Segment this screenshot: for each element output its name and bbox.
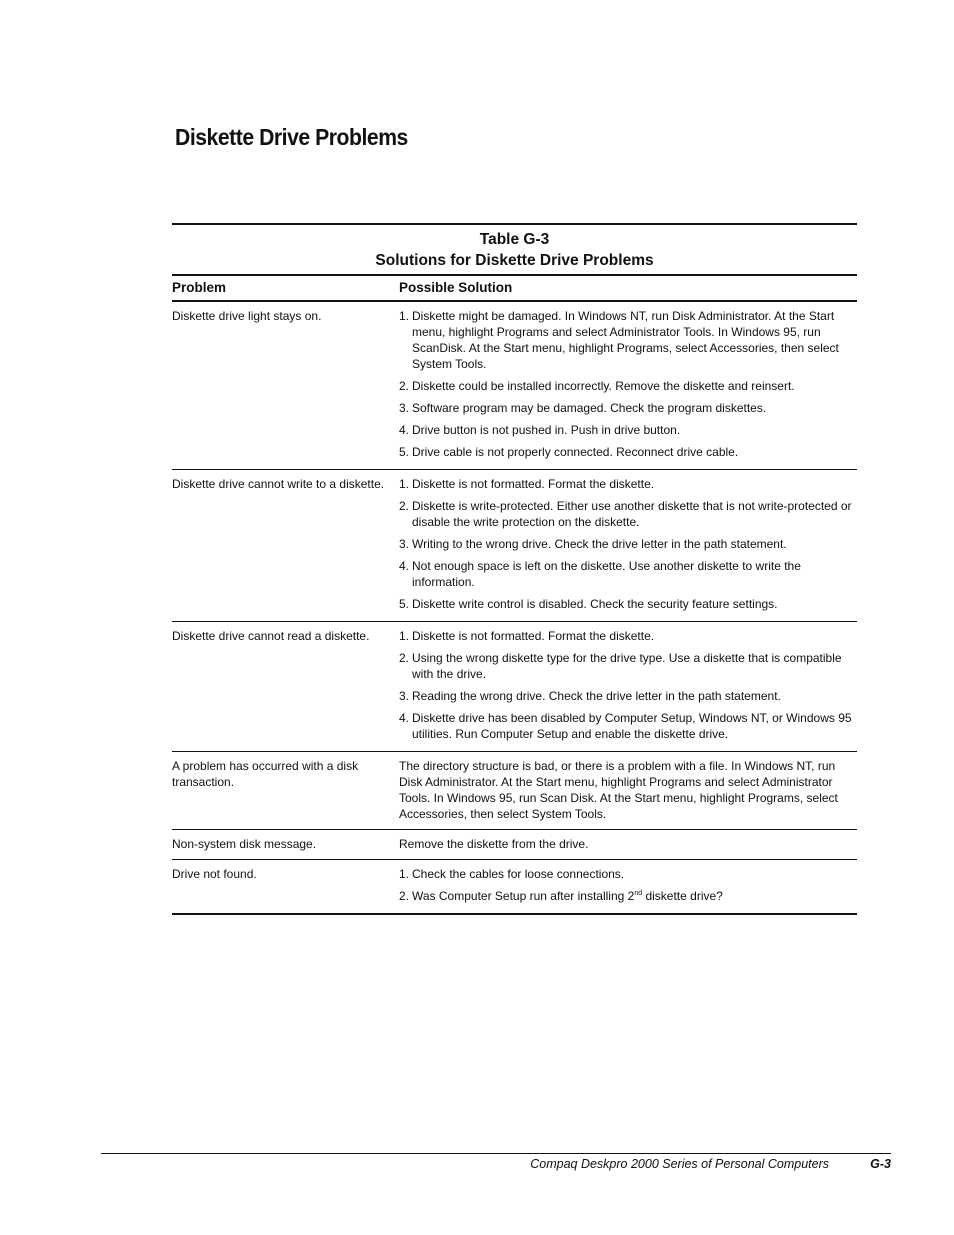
table-row [172, 860, 857, 915]
solution-item: 1. Diskette is not formatted. Format the diskette. [399, 477, 655, 491]
footer-book-title: Compaq Deskpro 2000 Series of Personal Computers [530, 1157, 829, 1171]
solution-paragraph: The directory structure is bad, or there is a problem with a file. In Windows NT, run Disk Administrator. At the Start menu, highlight Programs and select Administrator Tools. In Windows 95, run Scan Disk. At the Start menu, highlight Programs, select Accessories, then select System Tools. [399, 759, 838, 821]
solution-cell [399, 308, 857, 466]
problem-cell: Diskette drive cannot read a diskette. [172, 629, 370, 643]
problem-cell: Diskette drive light stays on. [172, 309, 322, 323]
solution-cell [399, 758, 857, 826]
solution-item: 3. Writing to the wrong drive. Check the drive letter in the path statement. [399, 537, 787, 551]
solution-item: 2. Diskette is write-protected. Either use another diskette that is not write-protected or disable the write protection on the diskette. [399, 499, 852, 529]
table-number: Table G-3 [479, 231, 550, 248]
table-row [172, 752, 857, 830]
solution-item: 2. Using the wrong diskette type for the drive type. Use a diskette that is compatible with the drive. [399, 651, 842, 681]
table-row [172, 622, 857, 752]
problem-cell: Diskette drive cannot write to a diskette. [172, 477, 385, 491]
problem-cell: A problem has occurred with a disk transaction. [172, 759, 359, 789]
header-problem: Problem [172, 280, 227, 295]
footer-page-number: G-3 [870, 1157, 891, 1171]
table-row [172, 830, 857, 860]
solution-item: 5. Diskette write control is disabled. Check the security feature settings. [399, 597, 778, 611]
problem-cell: Non-system disk message. [172, 837, 317, 851]
solution-item: 2. Diskette could be installed incorrectly. Remove the diskette and reinsert. [399, 379, 795, 393]
problem-cell: Drive not found. [172, 867, 257, 881]
solution-cell [399, 476, 857, 618]
solution-item: 4. Drive button is not pushed in. Push in drive button. [399, 423, 681, 437]
table-caption [172, 223, 857, 276]
header-possible-solution: Possible Solution [399, 280, 513, 295]
ordinal-superscript: nd [634, 890, 643, 897]
table-row [172, 470, 857, 622]
solution-item: 3. Software program may be damaged. Check the program diskettes. [399, 401, 767, 415]
solution-item: 4. Not enough space is left on the diskette. Use another diskette to write the information. [399, 559, 801, 589]
solution-item: 5. Drive cable is not properly connected. Reconnect drive cable. [399, 445, 739, 459]
solution-cell [399, 836, 857, 856]
solutions-table [172, 223, 857, 915]
solution-item: 4. Diskette drive has been disabled by Computer Setup, Windows NT, or Windows 95 utilities. Run Computer Setup and enable the diskette drive. [399, 711, 852, 741]
solution-cell [399, 628, 857, 748]
solution-item: 1. Diskette is not formatted. Format the diskette. [399, 629, 655, 643]
solution-cell [399, 866, 857, 910]
footer-divider [101, 1153, 891, 1154]
solution-paragraph: Remove the diskette from the drive. [399, 837, 589, 851]
solution-item: 1. Diskette might be damaged. In Windows NT, run Disk Administrator. At the Start menu, highlight Programs and select Administrator Tools. In Windows 95, run ScanDisk. At the Start menu, highlight Programs, select Accessories, then select System Tools. [399, 309, 839, 371]
solution-item: 2. Was Computer Setup run after installing 2nd diskette drive? [399, 888, 857, 904]
table-header-row [172, 276, 857, 302]
solution-item: 3. Reading the wrong drive. Check the drive letter in the path statement. [399, 689, 781, 703]
solution-item: 1. Check the cables for loose connections. [399, 867, 625, 881]
solution-text: Was Computer Setup run after installing 2nd diskette drive? [412, 889, 723, 903]
page-title: Diskette Drive Problems [175, 124, 408, 150]
table-title: Solutions for Diskette Drive Problems [375, 252, 654, 269]
table-row [172, 302, 857, 470]
